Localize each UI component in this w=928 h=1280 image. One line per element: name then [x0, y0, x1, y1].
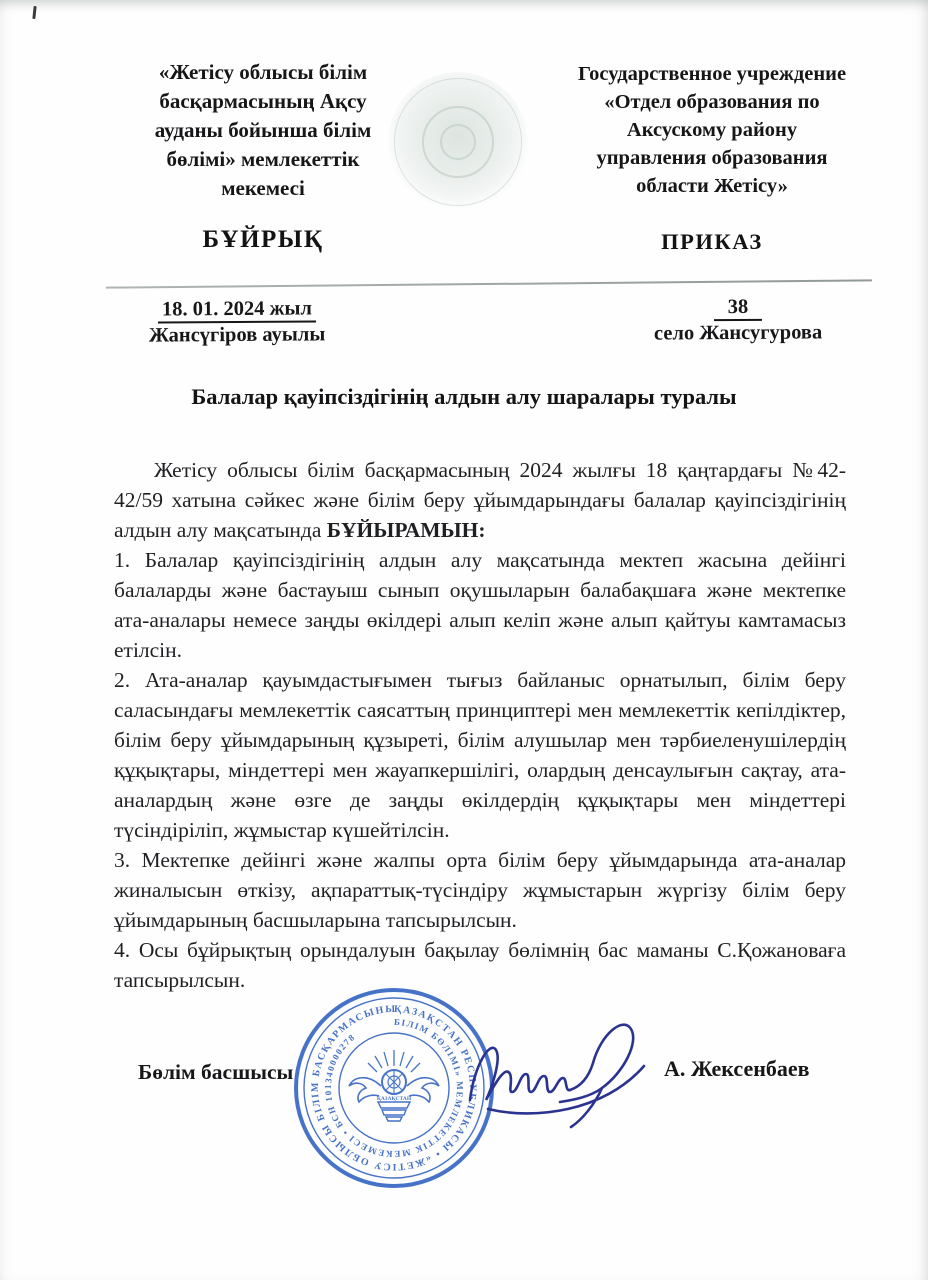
order-item-2: 2. Ата-аналар қауымдастығымен тығыз байланыс орнатылып, білім беру саласындағы мемлекеттік саясаттың принциптері мен мемлекеттік кепілдіктер, білім беру ұйымдарының құзыреті, білім алушылар мен тәрбиеленушілердің құқықтары, міндеттері мен жауапкершілігі, олардың денсаулығын сақтау, ата-аналардың және өзге де заңды өкілдердің құқықтары мен міндеттері түсіндіріліп, жұмыстар күшейтілсін. — [114, 668, 846, 842]
stamp-banner-text: ҚАЗАҚСТАН — [376, 1096, 412, 1102]
org-name-ru-line: «Отдел образования по — [604, 91, 820, 113]
order-word-kazakh: БҰЙРЫҚ — [202, 226, 324, 253]
org-name-kk-line: бөлімі» мемлекеттік — [166, 147, 360, 171]
org-name-kk-line: мекемесі — [221, 176, 305, 200]
order-date-place — [132, 295, 342, 348]
document-body — [114, 455, 846, 995]
order-word-russian: ПРИКАЗ — [661, 229, 763, 254]
signer-name: А. Жексенбаев — [664, 1056, 810, 1081]
intro-paragraph — [114, 455, 846, 545]
stamp-ring-outer-text: ҚАЗАҚСТАН РЕСПУБЛИКАСЫ • «ЖЕТІСУ ОБЛЫСЫ БІЛІМ БАСҚАРМАСЫНЫҢ АҚСУ АУДАНЫ БОЙЫНША — [309, 1003, 478, 1173]
order-number-place — [628, 293, 848, 347]
order-item-4: 4. Осы бұйрықтың орындалуын бақылау бөлімнің бас маманы С.Қожановаға тапсырылсын. — [114, 938, 846, 992]
document-title: Балалар қауіпсіздігінің алдын алу шаралары туралы — [191, 384, 737, 409]
order-place-ru: село Жансугурова — [653, 321, 823, 345]
org-name-kk-line: «Жетісу облысы білім — [158, 60, 368, 84]
org-name-ru-line: Аксускому району — [626, 119, 798, 141]
org-name-ru-line: Государственное учреждение — [577, 63, 847, 85]
stamp-ring-inner-text: БІЛІМ БӨЛІМІ» МЕМЛЕКЕТТІК МЕКЕМЕСІ • БСН 101340000278 — [322, 1016, 466, 1160]
org-name-kk-line: ауданы бойынша білім — [154, 118, 372, 142]
order-place-kk: Жансүгіров ауылы — [148, 323, 326, 347]
org-name-ru-line: области Жетісу» — [636, 175, 788, 197]
order-item-3: 3. Мектепке дейінгі және жалпы орта білім беру ұйымдарында ата-аналар жиналысын өткізу, ақпараттық-түсіндіру жұмыстарын жүргізу білім беру ұйымдарының басшыларына тапсырылсын. — [114, 848, 846, 932]
org-name-russian — [536, 60, 888, 200]
intro-resolution-word: БҰЙЫРАМЫН: — [326, 518, 486, 542]
scan-artifact-speck — [32, 6, 36, 19]
org-name-ru-line: управления образования — [596, 147, 828, 169]
org-name-kazakh — [118, 58, 408, 203]
intro-text: Жетісу облысы білім басқармасының 2024 жылғы 18 қаңтардағы №42-42/59 хатына сәйкес және білім беру ұйымдарындағы балалар қауіпсіздігінің алдын алу мақсатында — [114, 458, 846, 542]
order-date: 18. 01. 2024 жыл — [158, 297, 316, 323]
letterhead-divider — [106, 279, 872, 288]
watermark-core — [440, 124, 476, 160]
order-item-1: 1. Балалар қауіпсіздігінің алдын алу мақсатында мектеп жасына дейінгі балаларды және бастауыш сынып оқушыларын балабақшаға және мектепке ата-аналары немесе заңды өкілдері алып келіп және алып қайтуы камтамасыз етілсін. — [114, 548, 846, 662]
handwritten-signature — [452, 1008, 666, 1140]
org-name-kk-line: басқармасының Ақсу — [159, 89, 367, 113]
stamp-emblem-icon — [349, 1050, 439, 1121]
emblem-watermark-icon — [388, 72, 528, 212]
order-number: 38 — [714, 296, 763, 321]
signer-role: Бөлім басшысы — [138, 1060, 294, 1084]
